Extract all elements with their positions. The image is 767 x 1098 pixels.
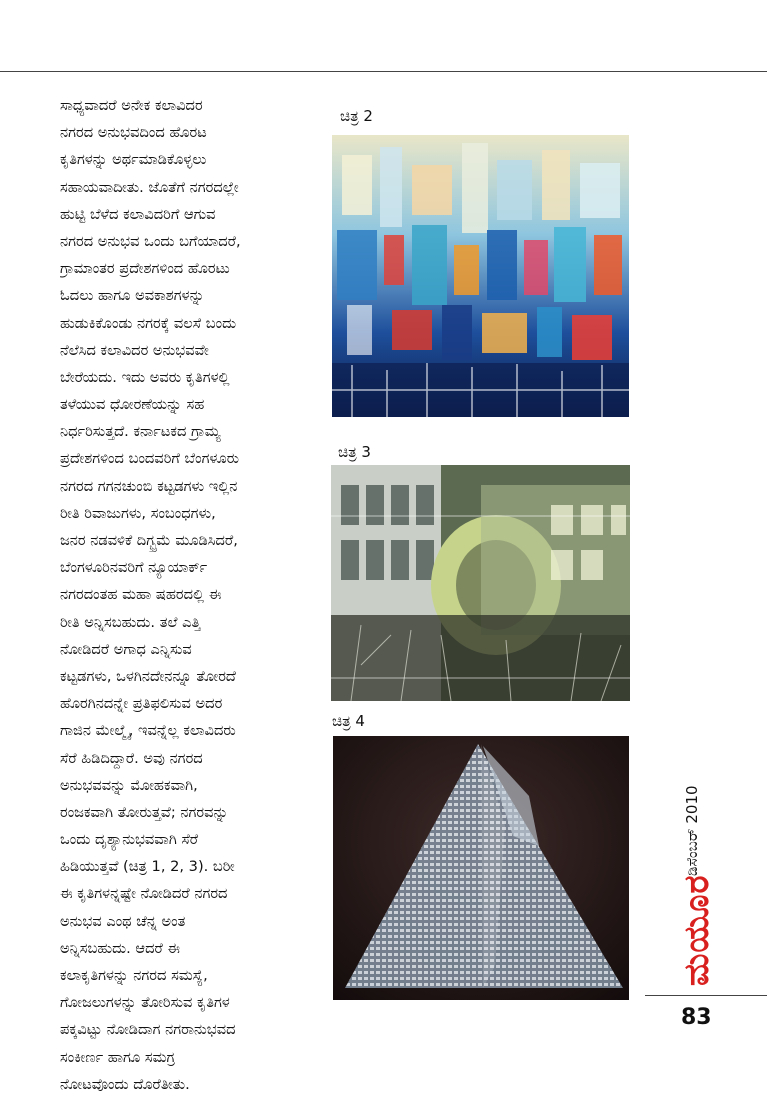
article-line: ಬೇರೆಯದು. ಇದು ಅವರು ಕೃತಿಗಳಲ್ಲಿ [60,368,230,386]
article-line: ಹೊರಗಿನದನ್ನೇ ಪ್ರತಿಫಲಿಸುವ ಅದರ [60,695,223,713]
article-line: ನೆಲೆಸಿದ ಕಲಾವಿದರ ಅನುಭವವೇ [60,341,209,359]
article-line: ಹುಡುಕಿಕೊಂಡು ನಗರಕ್ಕೆ ವಲಸೆ ಬಂದು [60,314,237,332]
figure-3-caption: ಚಿತ್ರ 3 [338,443,371,461]
header-rule [0,71,767,72]
article-line: ಬೆಂಗಳೂರಿನವರಿಗೆ ನ್ಯೂಯಾರ್ಕ್ [60,559,208,577]
article-body [60,92,310,1098]
article-line: ನಗರದ ಅನುಭವದಿಂದ ಹೊರಟ [60,124,207,142]
article-line: ಓದಲು ಹಾಗೂ ಅವಕಾಶಗಳನ್ನು [60,287,205,305]
article-line: ಗಾಜಿನ ಮೇಲ್ಮೈ, ಇವನ್ನೆಲ್ಲ ಕಲಾವಿದರು [60,722,236,740]
pyramid-sculpture-image [333,736,629,1000]
page-number: 83 [681,1005,712,1030]
article-line: ನಗರದ ಅನುಭವ ಒಂದು ಬಗೆಯಾದರೆ, [60,232,241,250]
issue-date: ಡಿಸೆಂಬರ್ 2010 [683,785,701,876]
figure-2-caption: ಚಿತ್ರ 2 [340,107,373,125]
article-line: ಗೋಜಲುಗಳನ್ನು ತೋರಿಸುವ ಕೃತಿಗಳ [60,994,230,1012]
figure-3-reflective-building [331,465,630,701]
article-line: ಗ್ರಾಮಾಂತರ ಪ್ರದೇಶಗಳಿಂದ ಹೊರಟು [60,260,230,278]
article-line: ಸಂಕೀರ್ಣ ಹಾಗೂ ಸಮಗ್ರ [60,1048,176,1066]
article-line: ಜನರ ನಡವಳಿಕೆ ದಿಗ್ಭ್ರಮೆ ಮೂಡಿಸಿದರೆ, [60,532,238,549]
glass-building-reflection-image [331,465,630,701]
article-line: ರೀತಿ ರಿವಾಜುಗಳು, ಸಂಬಂಧಗಳು, [60,504,216,522]
article-line: ನಗರದಂತಹ ಮಹಾ ಷಹರದಲ್ಲಿ ಈ [60,586,222,604]
article-line: ಕೃತಿಗಳನ್ನು ಅರ್ಥಮಾಡಿಕೊಳ್ಳಲು [60,151,207,169]
article-line: ನೋಟವೊಂದು ದೊರೆತೀತು. [60,1075,190,1093]
magazine-logo: ಮಯೂರ [677,874,717,986]
article-line: ಸಹಾಯವಾದೀತು. ಜೊತೆಗೆ ನಗರದಲ್ಲೇ [60,178,239,196]
footer-rule [645,995,767,996]
article-line: ಹಿಡಿಯುತ್ತವೆ (ಚಿತ್ರ 1, 2, 3). ಬರೀ [60,858,235,876]
article-line: ರಂಜಕವಾಗಿ ತೋರುತ್ತವೆ; ನಗರವನ್ನು [60,803,229,821]
article-line: ಈ ಕೃತಿಗಳನ್ನಷ್ಟೇ ನೋಡಿದರೆ ನಗರದ [60,885,228,903]
article-line: ನೋಡಿದರೆ ಅಗಾಧ ಎನ್ನಿಸುವ [60,640,192,658]
article-line: ಅನ್ನಿಸಬಹುದು. ಆದರೆ ಈ [60,939,181,957]
figure-4-caption: ಚಿತ್ರ 4 [332,712,365,730]
figure-4-pyramid-sculpture [333,736,629,1000]
article-line: ಒಂದು ದೃಶ್ಯಾನುಭವವಾಗಿ ಸೆರೆ [60,831,199,849]
article-line: ಪ್ರದೇಶಗಳಿಂದ ಬಂದವರಿಗೆ ಬೆಂಗಳೂರು [60,450,240,468]
article-line: ಸೆರೆ ಹಿಡಿದಿದ್ದಾರೆ. ಅವು ನಗರದ [60,749,203,767]
article-line: ಕಟ್ಟಡಗಳು, ಒಳಗಿನದೇನನ್ನೂ ತೋರದೆ [60,667,236,685]
article-line: ಅನುಭವ ಎಂಥ ಚೆನ್ನ ಅಂತ [60,912,186,930]
article-line: ಅನುಭವವನ್ನು ಮೋಹಕವಾಗಿ, [60,776,198,794]
article-line: ತಳೆಯುವ ಧೋರಣೆಯನ್ನು ಸಹ [60,396,205,414]
article-line: ಸಾಧ್ಯವಾದರೆ ಅನೇಕ ಕಲಾವಿದರ [60,97,203,114]
abstract-cityscape-image [332,135,629,417]
article-line: ಹುಟ್ಟಿ ಬೆಳೆದ ಕಲಾವಿದರಿಗೆ ಆಗುವ [60,205,216,223]
article-line: ನಗರದ ಗಗನಚುಂಬಿ ಕಟ್ಟಡಗಳು ಇಲ್ಲಿನ [60,477,238,495]
article-line: ಕಲಾಕೃತಿಗಳನ್ನು ನಗರದ ಸಮಸ್ಯೆ, [60,967,208,984]
article-line: ನಿರ್ಧರಿಸುತ್ತದೆ. ಕರ್ನಾಟಕದ ಗ್ರಾಮ್ಯ [60,423,221,441]
figure-2-painting-cityscape [332,135,629,417]
article-line: ಪಕ್ಕವಿಟ್ಟು ನೋಡಿದಾಗ ನಗರಾನುಭವದ [60,1021,236,1039]
article-line: ರೀತಿ ಅನ್ನಿಸಬಹುದು. ತಲೆ ಎತ್ತಿ [60,613,201,631]
